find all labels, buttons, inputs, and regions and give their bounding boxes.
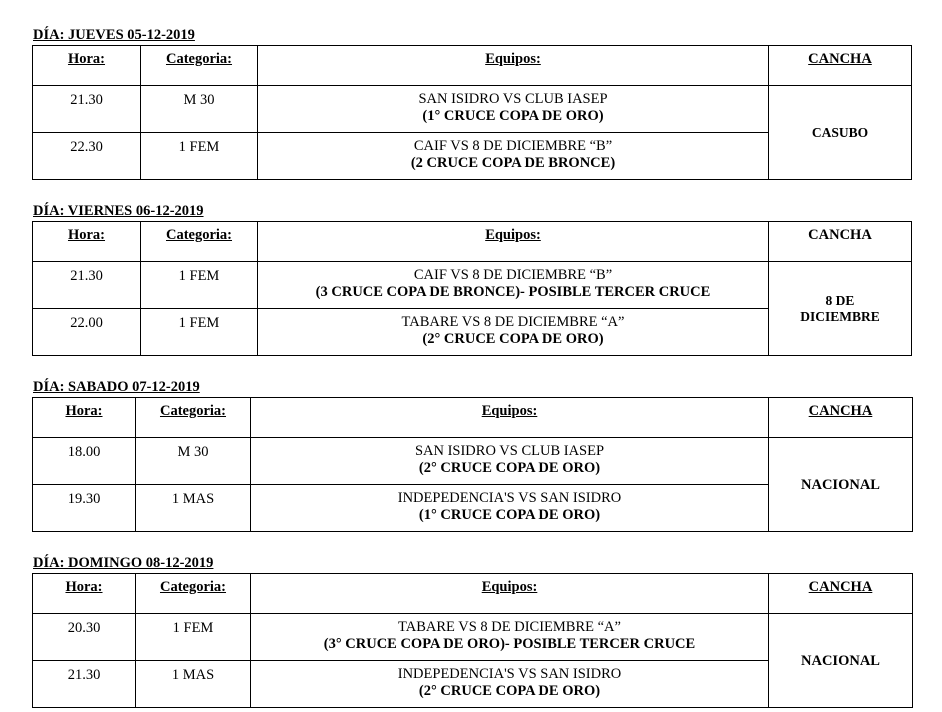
- cruce-text: (3 CRUCE COPA DE BRONCE)- POSIBLE TERCER CRUCE: [315, 284, 711, 300]
- categoria-cell: 1 MAS: [136, 661, 251, 708]
- hora-cell: 21.30: [33, 661, 136, 708]
- table-row: [33, 262, 912, 309]
- day-title: DÍA: SABADO 07-12-2019: [33, 379, 200, 395]
- header-equipos: Equipos:: [251, 398, 769, 438]
- schedule-table: [32, 573, 913, 708]
- header-hora: Hora:: [33, 46, 141, 86]
- equipos-cell: [251, 438, 769, 485]
- cancha-cell: NACIONAL: [769, 614, 913, 708]
- hora-cell: 22.00: [33, 309, 141, 356]
- categoria-cell: M 30: [136, 438, 251, 485]
- day-title: DÍA: DOMINGO 08-12-2019: [33, 555, 214, 571]
- table-header-row: [33, 398, 913, 438]
- equipos-text: SAN ISIDRO VS CLUB IASEP: [414, 443, 605, 459]
- header-cancha: CANCHA: [769, 574, 913, 614]
- header-equipos: Equipos:: [258, 46, 769, 86]
- header-cancha: CANCHA: [769, 222, 912, 262]
- hora-cell: 18.00: [33, 438, 136, 485]
- schedule-table: [32, 397, 913, 532]
- cancha-cell: 8 DE DICIEMBRE: [769, 262, 912, 356]
- header-cancha: CANCHA: [769, 398, 913, 438]
- table-header-row: [33, 574, 913, 614]
- equipos-cell: [258, 86, 769, 133]
- equipos-text: INDEPEDENCIA'S VS SAN ISIDRO: [397, 490, 622, 506]
- equipos-cell: [251, 614, 769, 661]
- hora-cell: 22.30: [33, 133, 141, 180]
- cruce-text: (2° CRUCE COPA DE ORO): [418, 460, 601, 476]
- header-categoria: Categoria:: [141, 46, 258, 86]
- header-hora: Hora:: [33, 398, 136, 438]
- categoria-cell: 1 FEM: [136, 614, 251, 661]
- equipos-text: CAIF VS 8 DE DICIEMBRE “B”: [413, 138, 613, 154]
- hora-cell: 20.30: [33, 614, 136, 661]
- header-equipos: Equipos:: [251, 574, 769, 614]
- table-header-row: [33, 222, 912, 262]
- hora-cell: 21.30: [33, 262, 141, 309]
- equipos-text: SAN ISIDRO VS CLUB IASEP: [418, 91, 608, 107]
- cruce-text: (3° CRUCE COPA DE ORO)- POSIBLE TERCER CRUCE: [323, 636, 696, 652]
- equipos-text: CAIF VS 8 DE DICIEMBRE “B”: [413, 267, 613, 283]
- equipos-text: TABARE VS 8 DE DICIEMBRE “A”: [398, 619, 621, 635]
- header-categoria: Categoria:: [136, 574, 251, 614]
- categoria-cell: 1 FEM: [141, 262, 258, 309]
- categoria-cell: 1 FEM: [141, 133, 258, 180]
- header-categoria: Categoria:: [136, 398, 251, 438]
- header-hora: Hora:: [33, 222, 141, 262]
- equipos-text: TABARE VS 8 DE DICIEMBRE “A”: [401, 314, 625, 330]
- table-row: [33, 438, 913, 485]
- hora-cell: 19.30: [33, 485, 136, 532]
- categoria-cell: 1 FEM: [141, 309, 258, 356]
- schedule-table: [32, 45, 912, 180]
- cancha-cell: CASUBO: [769, 86, 912, 180]
- cruce-text: (1° CRUCE COPA DE ORO): [418, 507, 601, 523]
- cruce-text: (2 CRUCE COPA DE BRONCE): [410, 155, 616, 171]
- equipos-cell: [258, 309, 769, 356]
- cruce-text: (2° CRUCE COPA DE ORO): [422, 331, 604, 347]
- day-title: DÍA: VIERNES 06-12-2019: [33, 203, 204, 219]
- categoria-cell: M 30: [141, 86, 258, 133]
- equipos-text: INDEPEDENCIA'S VS SAN ISIDRO: [397, 666, 622, 682]
- header-categoria: Categoria:: [141, 222, 258, 262]
- equipos-cell: [251, 485, 769, 532]
- day-title: DÍA: JUEVES 05-12-2019: [33, 27, 195, 43]
- hora-cell: 21.30: [33, 86, 141, 133]
- cruce-text: (2° CRUCE COPA DE ORO): [418, 683, 601, 699]
- schedule-table: [32, 221, 912, 356]
- table-header-row: [33, 46, 912, 86]
- header-hora: Hora:: [33, 574, 136, 614]
- equipos-cell: [258, 262, 769, 309]
- categoria-cell: 1 MAS: [136, 485, 251, 532]
- cruce-text: (1° CRUCE COPA DE ORO): [422, 108, 604, 124]
- table-row: [33, 614, 913, 661]
- header-equipos: Equipos:: [258, 222, 769, 262]
- equipos-cell: [251, 661, 769, 708]
- table-row: [33, 86, 912, 133]
- cancha-cell: NACIONAL: [769, 438, 913, 532]
- header-cancha: CANCHA: [769, 46, 912, 86]
- equipos-cell: [258, 133, 769, 180]
